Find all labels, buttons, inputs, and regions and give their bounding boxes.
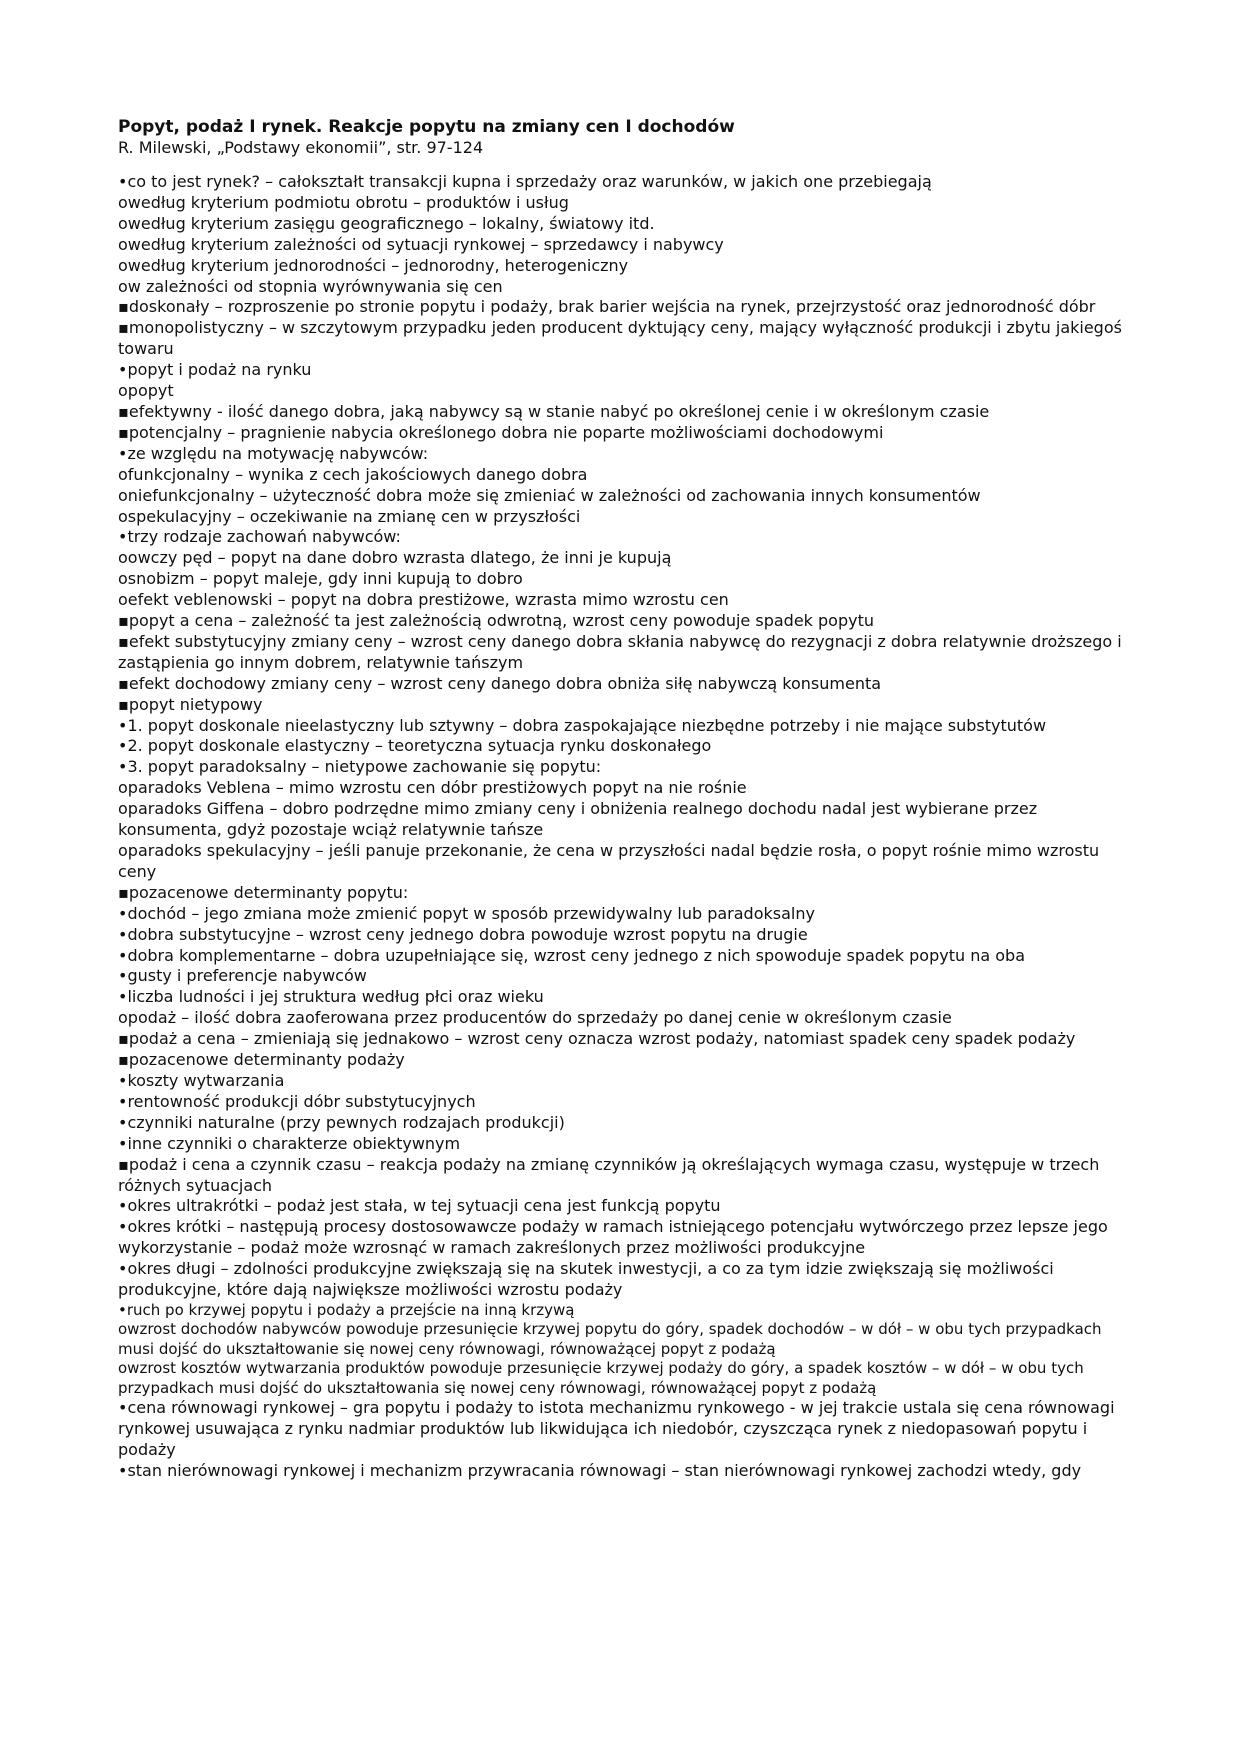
text-line: •cena równowagi rynkowej – gra popytu i podaży to istota mechanizmu rynkowego - w jej trakcie ustala się cena równowagi rynkowej usuwająca z rynku nadmiar produktów lub likwidująca ich niedobór, czyszcząca rynek z niedopasowań popytu i podaży [118, 1398, 1115, 1460]
text-line: •liczba ludności i jej struktura według płci oraz wieku [118, 987, 544, 1007]
text-line: •ze względu na motywację nabywców: [118, 443, 429, 463]
document-body [118, 172, 1128, 1482]
text-line: oowczy pęd – popyt na dane dobro wzrasta dlatego, że inni je kupują [118, 548, 672, 568]
document-title: Popyt, podaż I rynek. Reakcje popytu na zmiany cen I dochodów [118, 117, 735, 137]
text-line: •stan nierównowagi rynkowej i mechanizm przywracania równowagi – stan nierównowagi rynkowej zachodzi wtedy, gdy [118, 1461, 1082, 1481]
text-line: oparadoks Veblena – mimo wzrostu cen dóbr prestiżowych popyt na nie rośnie [118, 778, 747, 798]
text-line: oniefunkcjonalny – użyteczność dobra może się zmieniać w zależności od zachowania innych konsumentów [118, 485, 981, 505]
text-line: •inne czynniki o charakterze obiektywnym [118, 1133, 461, 1153]
text-line: ▪efektywny - ilość danego dobra, jaką nabywcy są w stanie nabyć po określonej cenie i w określonym czasie [118, 401, 990, 421]
text-line: ow zależności od stopnia wyrównywania się cen [118, 276, 503, 296]
text-line: ospekulacyjny – oczekiwanie na zmianę cen w przyszłości [118, 506, 581, 526]
text-line: •okres krótki – następują procesy dostosowawcze podaży w ramach istniejącego potencjału wytwórczego przez lepsze jego wykorzystanie – podaż może wzrosnąć w ramach zakreślonych przez możliwości produkcyjne [118, 1217, 1108, 1258]
text-line: •co to jest rynek? – całokształt transakcji kupna i sprzedaży oraz warunków, w jakich one przebiegają [118, 172, 932, 191]
text-line: •2. popyt doskonale elastyczny – teoretyczna sytuacja rynku doskonałego [118, 736, 712, 756]
text-line: oparadoks spekulacyjny – jeśli panuje przekonanie, że cena w przyszłości nadal będzie rosła, o popyt rośnie mimo wzrostu ceny [118, 841, 1100, 881]
text-line: owzrost dochodów nabywców powoduje przesunięcie krzywej popytu do góry, spadek dochodów – w dół – w obu tych przypadkach musi dojść do ukształtowanie się nowej ceny równowagi, równoważącej popyt z podażą [118, 1320, 1102, 1358]
text-line: •gusty i preferencje nabywców [118, 966, 367, 986]
text-line: •okres długi – zdolności produkcyjne zwiększają się na skutek inwestycji, a co za tym idzie zwiększają się możliwości produkcyjne, które dają największe możliwości wzrostu podaży [118, 1259, 1054, 1300]
text-line: opopyt [118, 381, 174, 401]
text-line: ▪popyt a cena – zależność ta jest zależnością odwrotną, wzrost ceny powoduje spadek popytu [118, 611, 874, 631]
document-page [118, 116, 1128, 1482]
text-line: •koszty wytwarzania [118, 1070, 285, 1090]
text-line: owedług kryterium jednorodności – jednorodny, heterogeniczny [118, 255, 629, 275]
text-line: ▪pozacenowe determinanty popytu: [118, 882, 409, 902]
text-line: •dochód – jego zmiana może zmienić popyt w sposób przewidywalny lub paradoksalny [118, 903, 815, 923]
text-line: ▪potencjalny – pragnienie nabycia określonego dobra nie poparte możliwościami dochodowymi [118, 422, 884, 442]
text-line: ▪podaż a cena – zmieniają się jednakowo – wzrost ceny oznacza wzrost podaży, natomiast spadek ceny spadek podaży [118, 1029, 1076, 1049]
text-line: ▪podaż i cena a czynnik czasu – reakcja podaży na zmianę czynników ją określających wymaga czasu, występuje w trzech różnych sytuacjach [118, 1154, 1100, 1195]
text-line: ▪pozacenowe determinanty podaży [118, 1050, 405, 1070]
text-line: •1. popyt doskonale nieelastyczny lub sztywny – dobra zaspokajające niezbędne potrzeby i nie mające substytutów [118, 715, 1047, 735]
text-line: ▪monopolistyczny – w szczytowym przypadku jeden producent dyktujący ceny, mający wyłączność produkcji i zbytu jakiegoś towaru [118, 318, 1122, 359]
text-line: owedług kryterium zależności od sytuacji rynkowej – sprzedawcy i nabywcy [118, 234, 724, 254]
text-line: •dobra komplementarne – dobra uzupełniające się, wzrost ceny jednego z nich spowoduje spadek popytu na oba [118, 945, 1025, 965]
text-line: •trzy rodzaje zachowań nabywców: [118, 527, 401, 547]
text-line: •3. popyt paradoksalny – nietypowe zachowanie się popytu: [118, 757, 602, 777]
text-line: ▪popyt nietypowy [118, 694, 263, 714]
text-line: owedług kryterium podmiotu obrotu – produktów i usług [118, 192, 569, 212]
text-line: •okres ultrakrótki – podaż jest stała, w tej sytuacji cena jest funkcją popytu [118, 1196, 721, 1216]
text-line: •ruch po krzywej popytu i podaży a przejście na inną krzywą [118, 1300, 575, 1319]
text-line: oparadoks Giffena – dobro podrzędne mimo zmiany ceny i obniżenia realnego dochodu nadal jest wybierane przez konsumenta, gdyż pozostaje wciąż relatywnie tańsze [118, 799, 1038, 840]
text-line: ofunkcjonalny – wynika z cech jakościowych danego dobra [118, 464, 588, 484]
text-line: ▪efekt substytucyjny zmiany ceny – wzrost ceny danego dobra skłania nabywcę do rezygnacji z dobra relatywnie droższego i zastąpienia go innym dobrem, relatywnie tańszym [118, 631, 1122, 672]
text-line: owedług kryterium zasięgu geograficznego – lokalny, światowy itd. [118, 213, 655, 233]
text-line: •czynniki naturalne (przy pewnych rodzajach produkcji) [118, 1112, 565, 1132]
text-line: osnobizm – popyt maleje, gdy inni kupują to dobro [118, 569, 523, 589]
text-line: ▪efekt dochodowy zmiany ceny – wzrost ceny danego dobra obniża siłę nabywczą konsumenta [118, 673, 882, 693]
text-line: owzrost kosztów wytwarzania produktów powoduje przesunięcie krzywej podaży do góry, a spadek kosztów – w dół – w obu tych przypadkach musi dojść do ukształtowania się nowej ceny równowagi, równoważącej popyt z podażą [118, 1359, 1084, 1397]
document-subtitle: R. Milewski, „Podstawy ekonomii”, str. 97-124 [118, 138, 484, 157]
text-line: •rentowność produkcji dóbr substytucyjnych [118, 1091, 476, 1111]
text-line: opodaż – ilość dobra zaoferowana przez producentów do sprzedaży po danej cenie w określonym czasie [118, 1008, 952, 1028]
text-line: oefekt veblenowski – popyt na dobra prestiżowe, wzrasta mimo wzrostu cen [118, 590, 729, 610]
text-line: •popyt i podaż na rynku [118, 360, 312, 380]
text-line: •dobra substytucyjne – wzrost ceny jednego dobra powoduje wzrost popytu na drugie [118, 924, 808, 944]
text-line: ▪doskonały – rozproszenie po stronie popytu i podaży, brak barier wejścia na rynek, przejrzystość oraz jednorodność dóbr [118, 297, 1096, 317]
